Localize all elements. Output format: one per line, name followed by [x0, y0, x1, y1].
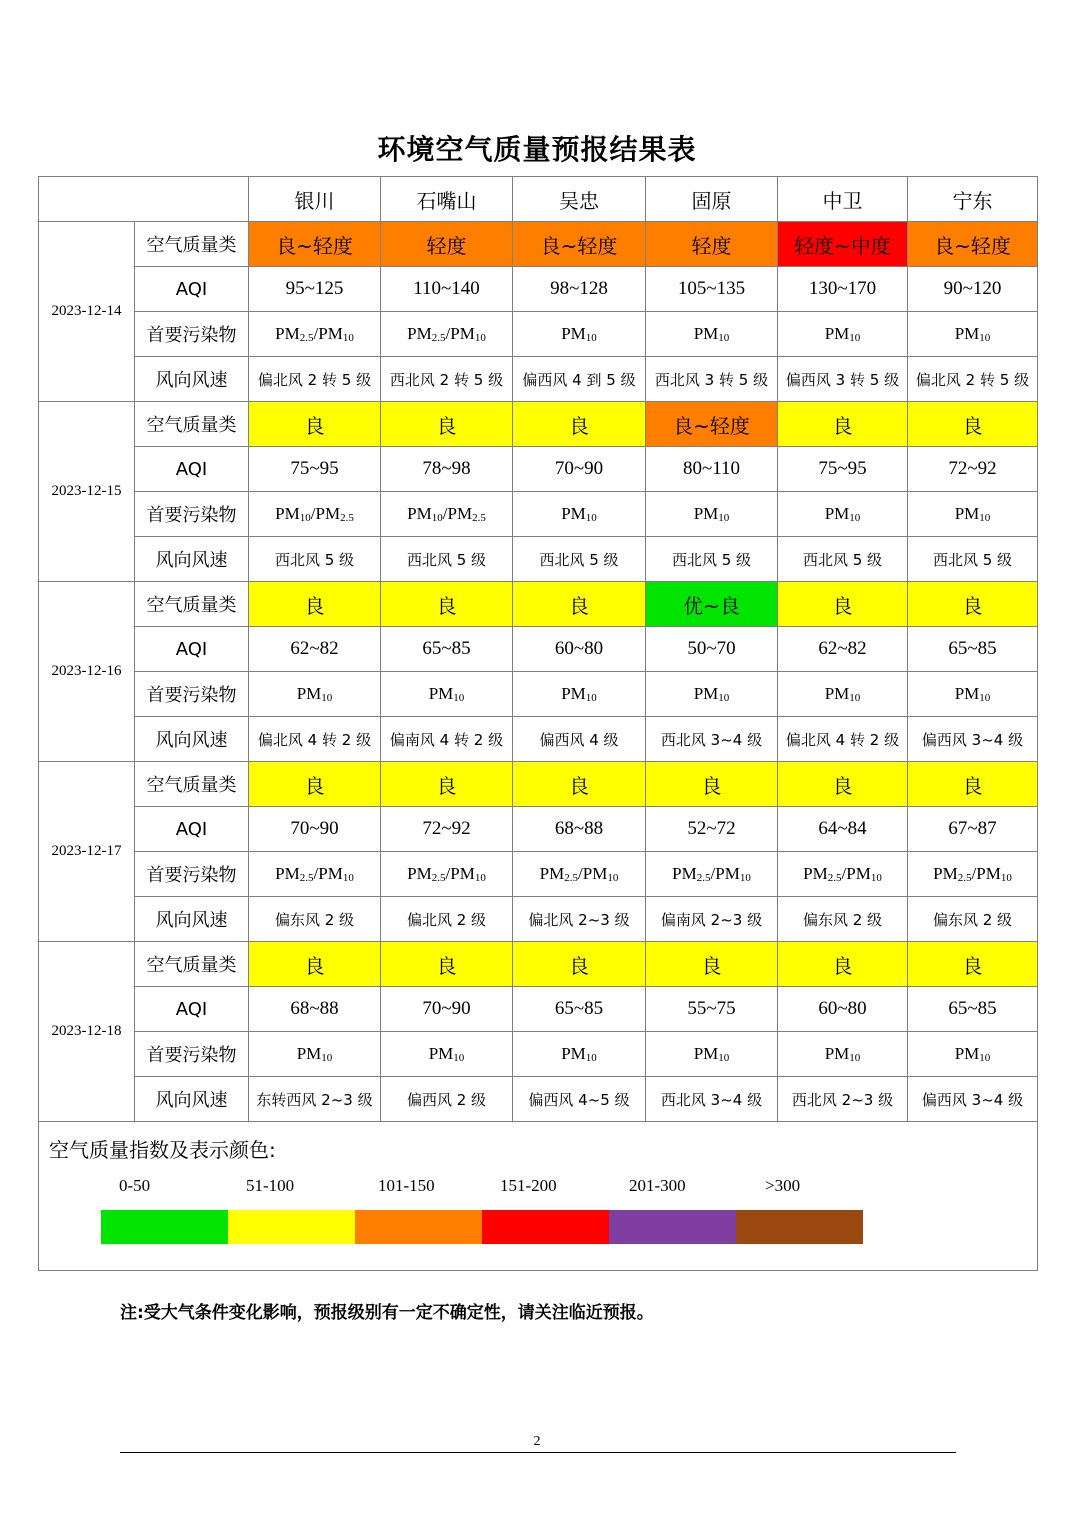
- row-pollutant: [39, 492, 1038, 537]
- legend-range-label: 0-50: [119, 1176, 151, 1195]
- pollutant-cell: $PM_{10}$: [778, 492, 908, 537]
- city-header: 中卫: [778, 177, 908, 222]
- pollutant-cell: $PM_{10}$: [908, 312, 1038, 357]
- pollutant-cell: $PM_{10}$: [646, 672, 778, 717]
- page-number: 2: [533, 1434, 541, 1449]
- category-cell: 良: [513, 942, 646, 987]
- row-label: 首要污染物: [135, 672, 249, 717]
- category-cell: 良: [381, 402, 513, 447]
- row-pollutant: [39, 312, 1038, 357]
- aqi-cell: 60~80: [513, 627, 646, 672]
- legend-range-label: >300: [765, 1176, 801, 1195]
- row-label: 空气质量类: [135, 402, 249, 447]
- category-cell: 良: [778, 942, 908, 987]
- pollutant-cell: $PM_{10}$: [778, 312, 908, 357]
- aqi-cell: 90~120: [908, 267, 1038, 312]
- pollutant-cell: $PM_{10}$: [646, 312, 778, 357]
- row-category: [39, 222, 1038, 267]
- pollutant-cell: $PM_{2.5}/PM_{10}$: [646, 852, 778, 897]
- pollutant-cell: $PM_{10}$: [513, 492, 646, 537]
- row-category: [39, 582, 1038, 627]
- aqi-cell: 98~128: [513, 267, 646, 312]
- legend-range-label: 101-150: [378, 1176, 435, 1195]
- pollutant-cell: $PM_{10}$: [513, 672, 646, 717]
- wind-cell: 西北风 5 级: [908, 537, 1038, 582]
- row-pollutant: [39, 852, 1038, 897]
- aqi-cell: 130~170: [778, 267, 908, 312]
- aqi-cell: 50~70: [646, 627, 778, 672]
- wind-cell: 偏北风 2~3 级: [513, 897, 646, 942]
- wind-cell: 偏东风 2 级: [249, 897, 381, 942]
- row-label: 空气质量类: [135, 582, 249, 627]
- wind-cell: 东转西风 2~3 级: [249, 1077, 381, 1122]
- aqi-cell: 65~85: [908, 627, 1038, 672]
- wind-cell: 偏北风 4 转 2 级: [249, 717, 381, 762]
- category-cell: 良: [249, 402, 381, 447]
- legend-swatch: [355, 1210, 482, 1244]
- pollutant-cell: $PM_{2.5}/PM_{10}$: [381, 852, 513, 897]
- legend-swatch: [101, 1210, 228, 1244]
- pollutant-cell: $PM_{2.5}/PM_{10}$: [381, 312, 513, 357]
- pollutant-cell: $PM_{2.5}/PM_{10}$: [778, 852, 908, 897]
- wind-cell: 偏东风 2 级: [908, 897, 1038, 942]
- row-aqi: [39, 807, 1038, 852]
- pollutant-cell: $PM_{10}$: [908, 492, 1038, 537]
- aqi-cell: 65~85: [513, 987, 646, 1032]
- category-cell: 良~轻度: [908, 222, 1038, 267]
- row-label: AQI: [135, 627, 249, 672]
- aqi-cell: 68~88: [249, 987, 381, 1032]
- pollutant-cell: $PM_{10}$: [249, 1032, 381, 1077]
- category-cell: 良: [249, 582, 381, 627]
- pollutant-cell: $PM_{2.5}/PM_{10}$: [513, 852, 646, 897]
- category-cell: 良: [249, 762, 381, 807]
- category-cell: 良: [908, 402, 1038, 447]
- pollutant-cell: $PM_{10}$: [249, 672, 381, 717]
- aqi-cell: 70~90: [381, 987, 513, 1032]
- city-header: 银川: [249, 177, 381, 222]
- legend-swatch: [228, 1210, 355, 1244]
- forecast-date: 2023-12-18: [39, 942, 135, 1122]
- wind-cell: 偏西风 2 级: [381, 1077, 513, 1122]
- wind-cell: 西北风 5 级: [381, 537, 513, 582]
- wind-cell: 偏东风 2 级: [778, 897, 908, 942]
- category-cell: 轻度: [381, 222, 513, 267]
- category-cell: 优~良: [646, 582, 778, 627]
- aqi-cell: 62~82: [249, 627, 381, 672]
- category-cell: 良: [646, 942, 778, 987]
- aqi-cell: 70~90: [249, 807, 381, 852]
- legend-range-label: 151-200: [500, 1176, 557, 1195]
- wind-cell: 西北风 5 级: [778, 537, 908, 582]
- wind-cell: 偏北风 2 转 5 级: [908, 357, 1038, 402]
- aqi-cell: 72~92: [381, 807, 513, 852]
- row-category: [39, 402, 1038, 447]
- wind-cell: 偏西风 3~4 级: [908, 1077, 1038, 1122]
- wind-cell: 偏西风 4~5 级: [513, 1077, 646, 1122]
- category-cell: 良: [513, 582, 646, 627]
- aqi-cell: 52~72: [646, 807, 778, 852]
- pollutant-cell: $PM_{10}$: [513, 312, 646, 357]
- row-label: 空气质量类: [135, 762, 249, 807]
- aqi-legend: [39, 1122, 1038, 1271]
- header-corner: [39, 177, 249, 222]
- wind-cell: 偏北风 2 转 5 级: [249, 357, 381, 402]
- legend-swatch: [609, 1210, 736, 1244]
- wind-cell: 西北风 5 级: [646, 537, 778, 582]
- city-header: 吴忠: [513, 177, 646, 222]
- row-label: 空气质量类: [135, 222, 249, 267]
- legend-range-label: 201-300: [629, 1176, 686, 1195]
- wind-cell: 西北风 2 转 5 级: [381, 357, 513, 402]
- category-cell: 良: [778, 402, 908, 447]
- row-label: 首要污染物: [135, 852, 249, 897]
- row-pollutant: [39, 672, 1038, 717]
- row-label: AQI: [135, 267, 249, 312]
- category-cell: 良: [778, 762, 908, 807]
- category-cell: 良: [908, 942, 1038, 987]
- pollutant-cell: $PM_{10}$: [646, 1032, 778, 1077]
- wind-cell: 西北风 3~4 级: [646, 1077, 778, 1122]
- pollutant-cell: $PM_{10}$: [381, 672, 513, 717]
- category-cell: 良: [513, 402, 646, 447]
- category-cell: 良: [381, 942, 513, 987]
- category-cell: 良: [381, 762, 513, 807]
- pollutant-cell: $PM_{10}/PM_{2.5}$: [249, 492, 381, 537]
- row-label: AQI: [135, 987, 249, 1032]
- forecast-date: 2023-12-17: [39, 762, 135, 942]
- aqi-cell: 68~88: [513, 807, 646, 852]
- category-cell: 良~轻度: [646, 402, 778, 447]
- row-wind: [39, 717, 1038, 762]
- aqi-cell: 105~135: [646, 267, 778, 312]
- wind-cell: 偏北风 2 级: [381, 897, 513, 942]
- pollutant-cell: $PM_{10}$: [646, 492, 778, 537]
- wind-cell: 偏南风 4 转 2 级: [381, 717, 513, 762]
- forecast-date: 2023-12-16: [39, 582, 135, 762]
- legend-color-bar: [101, 1210, 863, 1244]
- legend-title: 空气质量指数及表示颜色:: [49, 1138, 276, 1162]
- category-cell: 良: [646, 762, 778, 807]
- category-cell: 良~轻度: [249, 222, 381, 267]
- aqi-cell: 67~87: [908, 807, 1038, 852]
- wind-cell: 西北风 3~4 级: [646, 717, 778, 762]
- row-aqi: [39, 987, 1038, 1032]
- pollutant-cell: $PM_{2.5}/PM_{10}$: [249, 852, 381, 897]
- wind-cell: 偏北风 4 转 2 级: [778, 717, 908, 762]
- aqi-cell: 72~92: [908, 447, 1038, 492]
- wind-cell: 西北风 3 转 5 级: [646, 357, 778, 402]
- page-title: 环境空气质量预报结果表: [377, 133, 697, 166]
- footer-rule: [120, 1452, 956, 1453]
- pollutant-cell: $PM_{2.5}/PM_{10}$: [908, 852, 1038, 897]
- aqi-cell: 80~110: [646, 447, 778, 492]
- header-row: [39, 177, 1038, 222]
- aqi-cell: 62~82: [778, 627, 908, 672]
- row-label: 首要污染物: [135, 492, 249, 537]
- row-wind: [39, 897, 1038, 942]
- category-cell: 良: [381, 582, 513, 627]
- pollutant-cell: $PM_{10}$: [908, 672, 1038, 717]
- row-label: 风向风速: [135, 357, 249, 402]
- pollutant-cell: $PM_{2.5}/PM_{10}$: [249, 312, 381, 357]
- legend-ranges: [101, 1176, 881, 1200]
- row-label: 风向风速: [135, 717, 249, 762]
- legend-swatch: [736, 1210, 863, 1244]
- row-category: [39, 762, 1038, 807]
- category-cell: 良: [249, 942, 381, 987]
- row-label: AQI: [135, 447, 249, 492]
- row-label: 空气质量类: [135, 942, 249, 987]
- row-label: 首要污染物: [135, 1032, 249, 1077]
- pollutant-cell: $PM_{10}$: [778, 1032, 908, 1077]
- aqi-cell: 75~95: [249, 447, 381, 492]
- aqi-cell: 95~125: [249, 267, 381, 312]
- category-cell: 良: [908, 582, 1038, 627]
- aqi-cell: 64~84: [778, 807, 908, 852]
- forecast-table: [38, 176, 1038, 1271]
- category-cell: 良~轻度: [513, 222, 646, 267]
- pollutant-cell: $PM_{10}$: [778, 672, 908, 717]
- forecast-date: 2023-12-15: [39, 402, 135, 582]
- wind-cell: 西北风 5 级: [249, 537, 381, 582]
- wind-cell: 偏西风 3~4 级: [908, 717, 1038, 762]
- category-cell: 良: [778, 582, 908, 627]
- category-cell: 良: [513, 762, 646, 807]
- aqi-cell: 65~85: [381, 627, 513, 672]
- city-header: 宁东: [908, 177, 1038, 222]
- row-label: 首要污染物: [135, 312, 249, 357]
- legend-swatch: [482, 1210, 609, 1244]
- row-label: 风向风速: [135, 537, 249, 582]
- city-header: 固原: [646, 177, 778, 222]
- wind-cell: 西北风 5 级: [513, 537, 646, 582]
- aqi-cell: 70~90: [513, 447, 646, 492]
- category-cell: 轻度~中度: [778, 222, 908, 267]
- row-category: [39, 942, 1038, 987]
- forecast-note: 注:受大气条件变化影响，预报级别有一定不确定性，请关注临近预报。: [120, 1303, 654, 1323]
- pollutant-cell: $PM_{10}/PM_{2.5}$: [381, 492, 513, 537]
- city-header: 石嘴山: [381, 177, 513, 222]
- aqi-cell: 60~80: [778, 987, 908, 1032]
- row-wind: [39, 357, 1038, 402]
- pollutant-cell: $PM_{10}$: [513, 1032, 646, 1077]
- wind-cell: 偏西风 3 转 5 级: [778, 357, 908, 402]
- row-wind: [39, 537, 1038, 582]
- legend-range-label: 51-100: [246, 1176, 295, 1195]
- row-aqi: [39, 267, 1038, 312]
- aqi-cell: 65~85: [908, 987, 1038, 1032]
- wind-cell: 偏西风 4 到 5 级: [513, 357, 646, 402]
- pollutant-cell: $PM_{10}$: [908, 1032, 1038, 1077]
- forecast-date: 2023-12-14: [39, 222, 135, 402]
- pollutant-cell: $PM_{10}$: [381, 1032, 513, 1077]
- row-label: 风向风速: [135, 897, 249, 942]
- row-label: 风向风速: [135, 1077, 249, 1122]
- wind-cell: 偏西风 4 级: [513, 717, 646, 762]
- row-pollutant: [39, 1032, 1038, 1077]
- row-wind: [39, 1077, 1038, 1122]
- legend-row: [39, 1122, 1038, 1271]
- aqi-cell: 78~98: [381, 447, 513, 492]
- wind-cell: 偏南风 2~3 级: [646, 897, 778, 942]
- category-cell: 良: [908, 762, 1038, 807]
- aqi-cell: 55~75: [646, 987, 778, 1032]
- row-aqi: [39, 627, 1038, 672]
- category-cell: 轻度: [646, 222, 778, 267]
- row-label: AQI: [135, 807, 249, 852]
- aqi-cell: 110~140: [381, 267, 513, 312]
- wind-cell: 西北风 2~3 级: [778, 1077, 908, 1122]
- row-aqi: [39, 447, 1038, 492]
- aqi-cell: 75~95: [778, 447, 908, 492]
